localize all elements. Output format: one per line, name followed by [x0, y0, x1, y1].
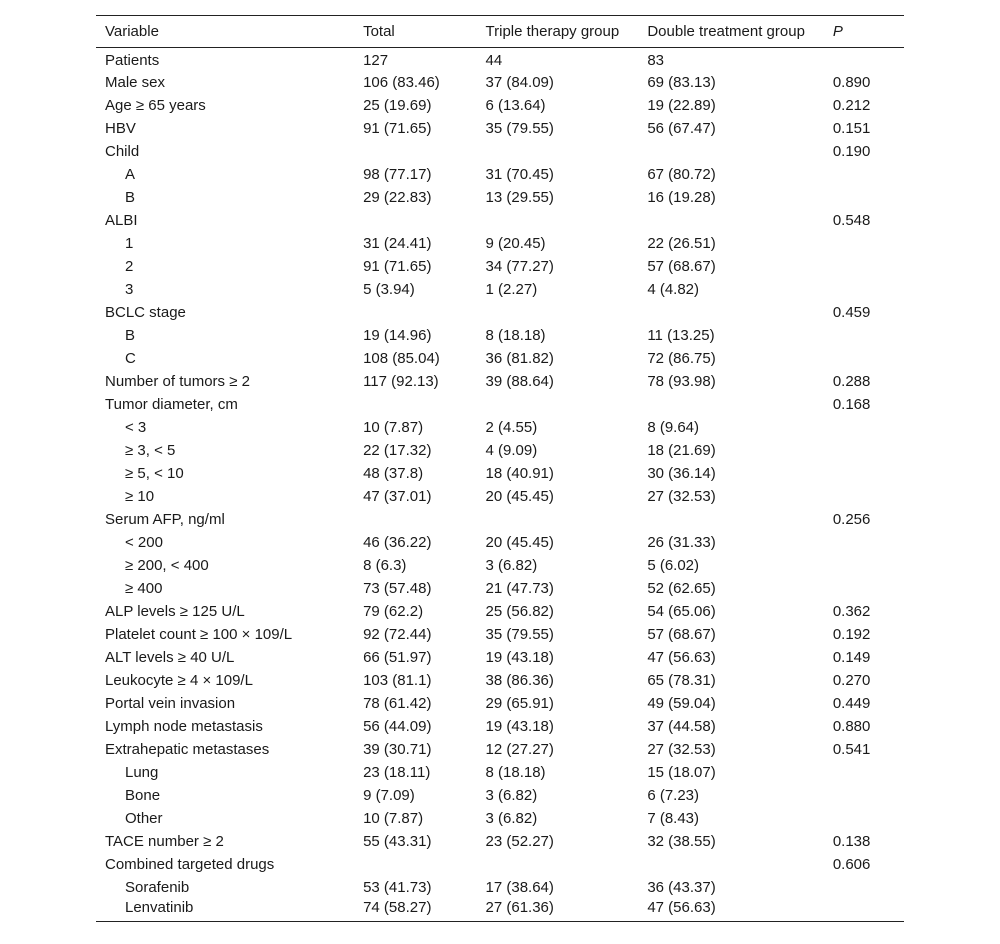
cell-variable: < 3	[125, 418, 147, 436]
cell-total: 92 (72.44)	[363, 625, 432, 643]
cell-triple-therapy: 8 (18.18)	[485, 763, 546, 781]
table-row	[96, 554, 904, 577]
header-p-value: P	[832, 23, 843, 40]
cell-p-value: 0.548	[832, 211, 871, 229]
cell-total: 78 (61.42)	[363, 694, 432, 712]
table-row	[96, 876, 904, 899]
cell-total: 5 (3.94)	[363, 280, 415, 298]
table-row	[96, 485, 904, 508]
cell-total: 127	[363, 51, 389, 69]
cell-triple-therapy	[486, 301, 648, 324]
cell-triple-therapy: 21 (47.73)	[485, 579, 554, 597]
cell-variable: ALP levels ≥ 125 U/L	[105, 602, 245, 620]
cell-double-treatment: 65 (78.31)	[647, 671, 716, 689]
cell-variable: ≥ 5, < 10	[125, 464, 184, 482]
cell-variable: 3	[125, 280, 134, 298]
cell-triple-therapy: 18 (40.91)	[485, 464, 554, 482]
cell-p-value: 0.270	[832, 671, 871, 689]
cell-double-treatment: 19 (22.89)	[647, 96, 716, 114]
cell-variable: ≥ 10	[125, 487, 155, 505]
cell-p-value	[833, 807, 904, 830]
table-row	[96, 439, 904, 462]
cell-p-value: 0.149	[832, 648, 871, 666]
cell-triple-therapy: 4 (9.09)	[485, 441, 538, 459]
cell-total: 79 (62.2)	[363, 602, 424, 620]
table-row	[96, 577, 904, 600]
header-triple-therapy: Triple therapy group	[485, 23, 620, 40]
cell-total: 9 (7.09)	[363, 786, 415, 804]
cell-triple-therapy: 38 (86.36)	[485, 671, 554, 689]
cell-total: 10 (7.87)	[363, 809, 424, 827]
cell-total: 22 (17.32)	[363, 441, 432, 459]
cell-double-treatment	[647, 301, 833, 324]
table-row	[96, 600, 904, 623]
cell-double-treatment: 11 (13.25)	[647, 326, 715, 344]
cell-variable: C	[125, 349, 136, 367]
cell-p-value	[833, 531, 904, 554]
cell-total: 91 (71.65)	[363, 119, 432, 137]
cell-double-treatment: 22 (26.51)	[647, 234, 716, 252]
cell-variable: Serum AFP, ng/ml	[105, 510, 225, 528]
cell-triple-therapy: 3 (6.82)	[485, 809, 538, 827]
cell-total: 46 (36.22)	[363, 533, 432, 551]
table-row	[96, 830, 904, 853]
cell-p-value	[833, 324, 904, 347]
cell-total: 108 (85.04)	[363, 349, 440, 367]
cell-double-treatment	[647, 393, 833, 416]
cell-p-value: 0.606	[832, 855, 871, 873]
cell-double-treatment: 7 (8.43)	[647, 809, 700, 827]
cell-triple-therapy: 39 (88.64)	[485, 372, 554, 390]
cell-triple-therapy: 19 (43.18)	[485, 648, 554, 666]
cell-p-value: 0.190	[832, 142, 871, 160]
cell-total	[363, 301, 485, 324]
table-header	[96, 16, 904, 48]
cell-double-treatment: 27 (32.53)	[647, 740, 716, 758]
cell-variable: Leukocyte ≥ 4 × 109/L	[105, 671, 253, 689]
cell-p-value: 0.256	[832, 510, 871, 528]
cell-triple-therapy: 37 (84.09)	[485, 73, 554, 91]
cell-variable: 2	[125, 257, 134, 275]
cell-total: 53 (41.73)	[363, 878, 432, 896]
table-row	[96, 669, 904, 692]
cell-double-treatment	[647, 209, 833, 232]
cell-p-value: 0.362	[832, 602, 871, 620]
cell-triple-therapy: 35 (79.55)	[485, 625, 554, 643]
cell-p-value	[833, 485, 904, 508]
cell-double-treatment: 83	[647, 51, 665, 69]
cell-triple-therapy: 44	[485, 51, 503, 69]
table-row	[96, 186, 904, 209]
table-row	[96, 94, 904, 117]
cell-triple-therapy: 20 (45.45)	[485, 533, 554, 551]
cell-total	[363, 853, 485, 876]
cell-triple-therapy: 25 (56.82)	[485, 602, 554, 620]
cell-p-value: 0.192	[832, 625, 871, 643]
table-row	[96, 278, 904, 301]
cell-p-value: 0.880	[832, 717, 871, 735]
cell-variable: HBV	[105, 119, 136, 137]
cell-variable: Combined targeted drugs	[105, 855, 275, 873]
table-row	[96, 71, 904, 94]
cell-double-treatment: 16 (19.28)	[647, 188, 716, 206]
cell-double-treatment: 69 (83.13)	[647, 73, 716, 91]
table-row	[96, 232, 904, 255]
table-row	[96, 646, 904, 669]
cell-triple-therapy: 31 (70.45)	[485, 165, 554, 183]
cell-triple-therapy	[486, 853, 648, 876]
cell-variable: Age ≥ 65 years	[105, 96, 206, 114]
cell-double-treatment: 57 (68.67)	[647, 625, 716, 643]
cell-double-treatment: 52 (62.65)	[647, 579, 716, 597]
cell-p-value: 0.288	[832, 372, 871, 390]
header-total: Total	[363, 23, 395, 40]
cell-triple-therapy: 3 (6.82)	[485, 786, 538, 804]
cell-double-treatment: 57 (68.67)	[647, 257, 716, 275]
cell-double-treatment: 47 (56.63)	[647, 899, 716, 917]
table-row	[96, 508, 904, 531]
table-row	[96, 163, 904, 186]
cell-total: 25 (19.69)	[363, 96, 432, 114]
cell-p-value: 0.151	[832, 119, 871, 137]
cell-p-value	[833, 186, 904, 209]
cell-variable: BCLC stage	[105, 303, 186, 321]
cell-p-value	[833, 347, 904, 370]
cell-triple-therapy: 6 (13.64)	[485, 96, 546, 114]
cell-variable: Lenvatinib	[125, 899, 194, 917]
cell-double-treatment	[647, 853, 833, 876]
cell-total: 56 (44.09)	[363, 717, 432, 735]
cell-variable: Bone	[125, 786, 161, 804]
cell-total: 98 (77.17)	[363, 165, 432, 183]
cell-p-value	[833, 577, 904, 600]
baseline-characteristics-table-container	[96, 15, 904, 922]
header-row	[96, 16, 904, 48]
cell-double-treatment: 18 (21.69)	[647, 441, 716, 459]
cell-total: 117 (92.13)	[363, 372, 439, 390]
cell-total: 39 (30.71)	[363, 740, 432, 758]
table-row	[96, 807, 904, 830]
cell-triple-therapy: 2 (4.55)	[485, 418, 538, 436]
table-row	[96, 623, 904, 646]
cell-p-value	[833, 876, 904, 899]
cell-p-value	[833, 761, 904, 784]
table-row	[96, 462, 904, 485]
cell-double-treatment: 47 (56.63)	[647, 648, 716, 666]
cell-double-treatment: 27 (32.53)	[647, 487, 716, 505]
cell-p-value	[833, 278, 904, 301]
cell-triple-therapy: 27 (61.36)	[485, 899, 554, 917]
cell-double-treatment: 36 (43.37)	[647, 878, 716, 896]
table-row	[96, 48, 904, 71]
cell-p-value	[833, 462, 904, 485]
cell-double-treatment: 54 (65.06)	[647, 602, 716, 620]
cell-variable: Platelet count ≥ 100 × 109/L	[105, 625, 293, 643]
cell-variable: Number of tumors ≥ 2	[105, 372, 250, 390]
cell-variable: Extrahepatic metastases	[105, 740, 270, 758]
cell-variable: B	[125, 188, 136, 206]
cell-p-value	[833, 416, 904, 439]
table-row	[96, 784, 904, 807]
cell-total	[363, 209, 485, 232]
cell-variable: A	[125, 165, 136, 183]
table-row	[96, 209, 904, 232]
cell-total: 47 (37.01)	[363, 487, 432, 505]
cell-double-treatment: 67 (80.72)	[647, 165, 716, 183]
cell-triple-therapy: 23 (52.27)	[485, 832, 554, 850]
cell-total: 74 (58.27)	[363, 899, 432, 917]
cell-total	[363, 140, 485, 163]
table-row	[96, 715, 904, 738]
table-row	[96, 301, 904, 324]
cell-variable: ≥ 200, < 400	[125, 556, 209, 574]
cell-total: 31 (24.41)	[363, 234, 432, 252]
table-row	[96, 255, 904, 278]
cell-triple-therapy: 35 (79.55)	[485, 119, 554, 137]
table-row	[96, 899, 904, 922]
cell-variable: Sorafenib	[125, 878, 190, 896]
cell-triple-therapy: 12 (27.27)	[485, 740, 554, 758]
cell-triple-therapy: 9 (20.45)	[485, 234, 546, 252]
cell-variable: < 200	[125, 533, 163, 551]
table-row	[96, 324, 904, 347]
cell-triple-therapy: 34 (77.27)	[485, 257, 554, 275]
cell-variable: ALT levels ≥ 40 U/L	[105, 648, 235, 666]
cell-double-treatment: 78 (93.98)	[647, 372, 716, 390]
table-row	[96, 738, 904, 761]
cell-total: 10 (7.87)	[363, 418, 424, 436]
cell-triple-therapy	[486, 508, 648, 531]
cell-triple-therapy	[486, 393, 648, 416]
cell-total	[363, 508, 485, 531]
cell-p-value	[833, 255, 904, 278]
cell-triple-therapy: 20 (45.45)	[485, 487, 554, 505]
cell-double-treatment	[647, 140, 833, 163]
cell-triple-therapy	[486, 209, 648, 232]
cell-variable: TACE number ≥ 2	[105, 832, 224, 850]
cell-total: 48 (37.8)	[363, 464, 424, 482]
cell-double-treatment: 56 (67.47)	[647, 119, 716, 137]
cell-p-value	[833, 439, 904, 462]
cell-double-treatment: 4 (4.82)	[647, 280, 700, 298]
cell-triple-therapy: 17 (38.64)	[485, 878, 554, 896]
cell-total: 91 (71.65)	[363, 257, 432, 275]
table-row	[96, 853, 904, 876]
table-body	[96, 48, 904, 922]
table-row	[96, 347, 904, 370]
cell-p-value	[833, 232, 904, 255]
cell-double-treatment: 30 (36.14)	[647, 464, 716, 482]
table-row	[96, 140, 904, 163]
header-double-treatment: Double treatment group	[647, 23, 805, 40]
cell-total: 29 (22.83)	[363, 188, 432, 206]
cell-variable: Patients	[105, 51, 160, 69]
cell-p-value	[833, 899, 904, 922]
table-row	[96, 393, 904, 416]
cell-variable: Portal vein invasion	[105, 694, 236, 712]
cell-variable: ≥ 3, < 5	[125, 441, 176, 459]
cell-triple-therapy: 13 (29.55)	[485, 188, 554, 206]
cell-p-value: 0.541	[832, 740, 871, 758]
cell-p-value	[833, 48, 904, 71]
cell-p-value: 0.168	[832, 395, 871, 413]
cell-p-value	[833, 554, 904, 577]
cell-double-treatment: 15 (18.07)	[647, 763, 716, 781]
cell-variable: 1	[125, 234, 134, 252]
cell-variable: Tumor diameter, cm	[105, 395, 238, 413]
cell-variable: ≥ 400	[125, 579, 163, 597]
cell-double-treatment: 26 (31.33)	[647, 533, 716, 551]
table-row	[96, 370, 904, 393]
cell-variable: Male sex	[105, 73, 166, 91]
cell-triple-therapy: 3 (6.82)	[485, 556, 538, 574]
cell-p-value	[833, 163, 904, 186]
table-row	[96, 761, 904, 784]
cell-p-value: 0.459	[832, 303, 871, 321]
cell-p-value: 0.449	[832, 694, 871, 712]
header-variable: Variable	[105, 23, 159, 40]
cell-variable: Lymph node metastasis	[105, 717, 263, 735]
cell-p-value: 0.138	[832, 832, 871, 850]
cell-total: 55 (43.31)	[363, 832, 432, 850]
cell-double-treatment: 32 (38.55)	[647, 832, 716, 850]
cell-double-treatment: 72 (86.75)	[647, 349, 716, 367]
cell-triple-therapy: 29 (65.91)	[485, 694, 554, 712]
cell-total: 8 (6.3)	[363, 556, 407, 574]
cell-p-value	[833, 784, 904, 807]
cell-variable: Other	[125, 809, 163, 827]
cell-double-treatment: 8 (9.64)	[647, 418, 700, 436]
cell-total: 23 (18.11)	[363, 763, 431, 781]
baseline-characteristics-table	[96, 15, 904, 922]
cell-p-value: 0.890	[832, 73, 871, 91]
cell-variable: Child	[105, 142, 140, 160]
cell-triple-therapy: 19 (43.18)	[485, 717, 554, 735]
cell-variable: ALBI	[105, 211, 138, 229]
cell-double-treatment: 6 (7.23)	[647, 786, 700, 804]
cell-total: 19 (14.96)	[363, 326, 432, 344]
table-row	[96, 117, 904, 140]
cell-p-value: 0.212	[832, 96, 871, 114]
cell-double-treatment	[647, 508, 833, 531]
cell-variable: B	[125, 326, 136, 344]
table-row	[96, 692, 904, 715]
cell-total: 106 (83.46)	[363, 73, 440, 91]
cell-total: 66 (51.97)	[363, 648, 432, 666]
table-row	[96, 416, 904, 439]
cell-double-treatment: 37 (44.58)	[647, 717, 716, 735]
cell-triple-therapy: 1 (2.27)	[485, 280, 538, 298]
cell-total: 73 (57.48)	[363, 579, 432, 597]
cell-double-treatment: 5 (6.02)	[647, 556, 700, 574]
cell-triple-therapy: 8 (18.18)	[485, 326, 546, 344]
cell-double-treatment: 49 (59.04)	[647, 694, 716, 712]
table-row	[96, 531, 904, 554]
cell-triple-therapy	[486, 140, 648, 163]
cell-total: 103 (81.1)	[363, 671, 432, 689]
cell-triple-therapy: 36 (81.82)	[485, 349, 554, 367]
cell-variable: Lung	[125, 763, 159, 781]
cell-total	[363, 393, 485, 416]
